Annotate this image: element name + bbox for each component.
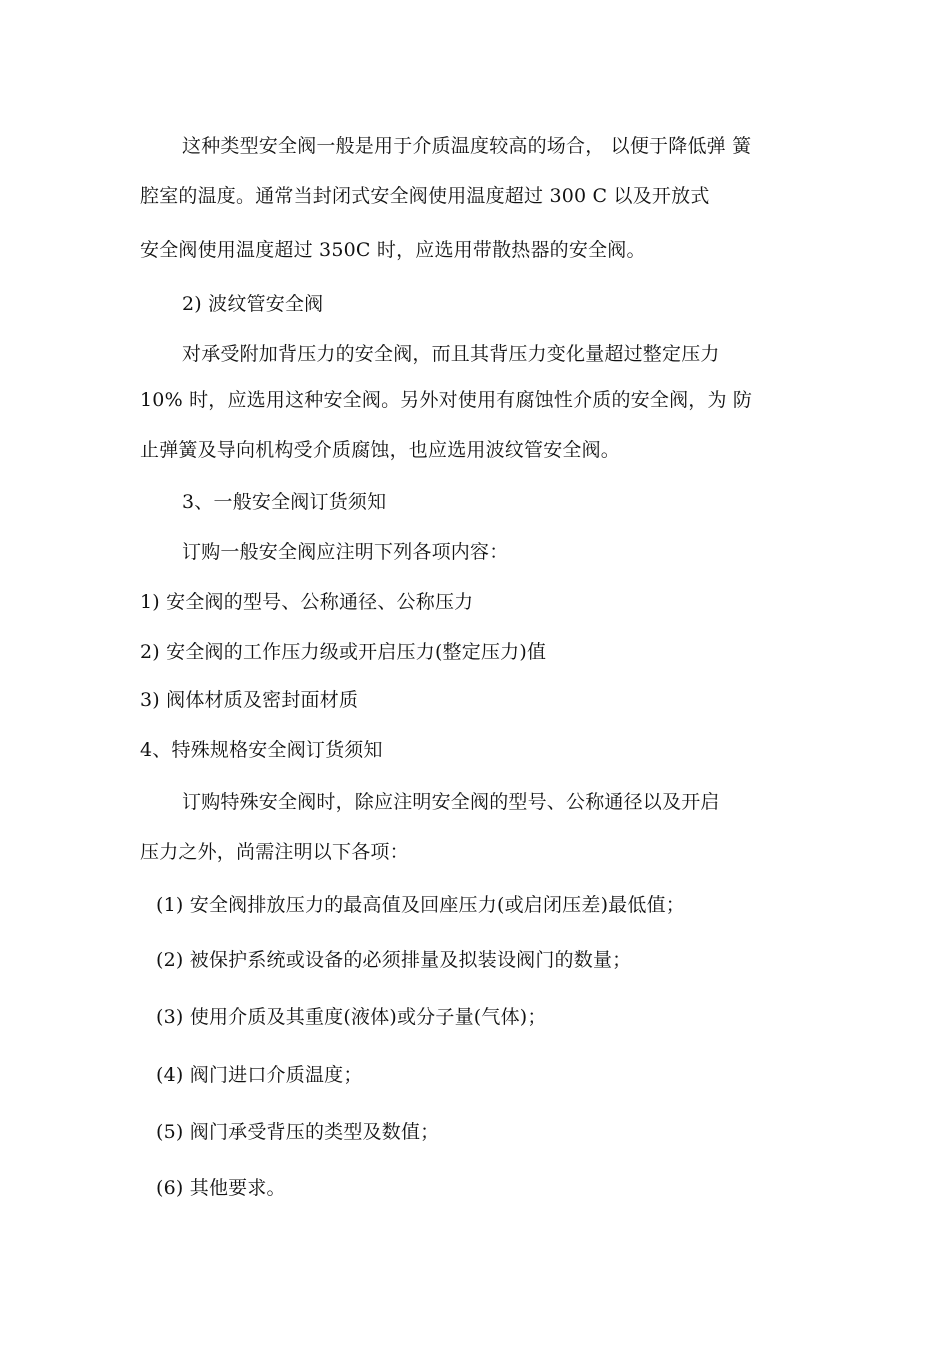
section-heading: 3、一般安全阀订货须知 xyxy=(182,491,387,513)
list-item: 2) 安全阀的工作压力级或开启压力(整定压力)值 xyxy=(140,641,547,663)
section-heading: 4、特殊规格安全阀订货须知 xyxy=(140,739,383,761)
list-item: (4) 阀门进口介质温度； xyxy=(156,1064,363,1086)
list-item: (2) 被保护系统或设备的必须排量及拟装设阀门的数量； xyxy=(156,949,632,971)
paragraph-line: 压力之外，尚需注明以下各项： xyxy=(140,841,409,863)
paragraph-line: 对承受附加背压力的安全阀，而且其背压力变化量超过整定压力 xyxy=(182,343,720,365)
paragraph-line: 订购特殊安全阀时，除应注明安全阀的型号、公称通径以及开启 xyxy=(182,791,720,813)
paragraph-line: 止弹簧及导向机构受介质腐蚀，也应选用波纹管安全阀。 xyxy=(140,439,621,461)
list-item: 3) 阀体材质及密封面材质 xyxy=(140,689,359,711)
section-heading: 2) 波纹管安全阀 xyxy=(182,293,324,315)
paragraph-line: 腔室的温度。通常当封闭式安全阀使用温度超过 300 C 以及开放式 xyxy=(140,185,710,207)
list-item: (5) 阀门承受背压的类型及数值； xyxy=(156,1121,440,1143)
paragraph-line: 订购一般安全阀应注明下列各项内容： xyxy=(182,541,509,563)
paragraph-line: 10% 时，应选用这种安全阀。另外对使用有腐蚀性介质的安全阀，为 防 xyxy=(140,389,753,411)
list-item: (1) 安全阀排放压力的最高值及回座压力(或启闭压差)最低值； xyxy=(156,894,685,916)
list-item: (6) 其他要求。 xyxy=(156,1177,286,1199)
paragraph-line: 安全阀使用温度超过 350C 时，应选用带散热器的安全阀。 xyxy=(140,239,646,261)
list-item: (3) 使用介质及其重度(液体)或分子量(气体)； xyxy=(156,1006,547,1028)
list-item: 1) 安全阀的型号、公称通径、公称压力 xyxy=(140,591,474,613)
paragraph-line: 这种类型安全阀一般是用于介质温度较高的场合， 以便于降低弹 簧 xyxy=(182,135,752,157)
